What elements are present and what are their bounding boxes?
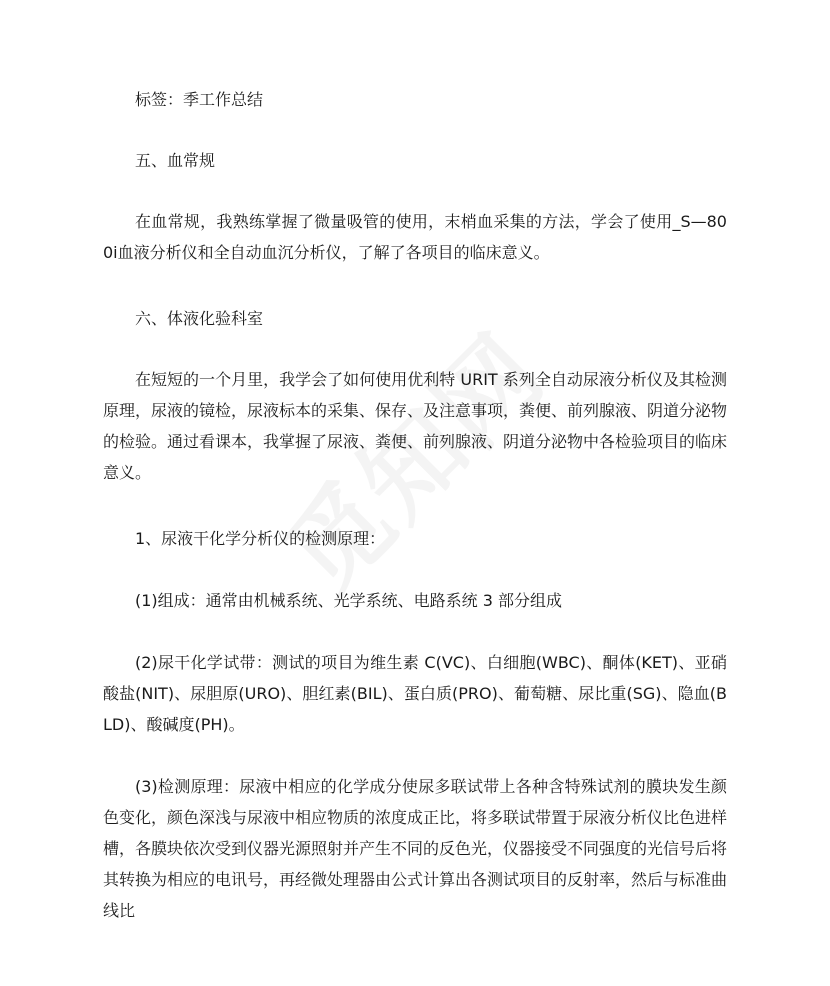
heading-blood-routine: 五、血常规 — [135, 151, 216, 170]
paragraph-composition: (1)组成：通常由机械系统、光学系统、电路系统 3 部分组成 — [135, 591, 563, 610]
paragraph-detection-principle: (3)检测原理：尿液中相应的化学成分使尿多联试带上各种含特殊试剂的膜块发生颜色变化，颜色深浅与尿液中相应物质的浓度成正比，将多联试带置于尿液分析仪比色进样槽，各膜块依次受到仪器光源照射并产生不同的反色光，仪器接受不同强度的光信号后将其转换为相应的电讯号，再经微处理器由公式计算出各测试项目的反射率，然后与标准曲线比 — [103, 777, 728, 920]
section-urine-analyzer-principle: 1、尿液干化学分析仪的检测原理： — [135, 529, 386, 548]
paragraph-blood-routine: 在血常规，我熟练掌握了微量吸管的使用，末梢血采集的方法，学会了使用_S—800i血液分析仪和全自动血沉分析仪，了解了各项目的临床意义。 — [103, 212, 727, 262]
heading-body-fluid-lab: 六、体液化验科室 — [135, 309, 264, 328]
paragraph-one-month: 在短短的一个月里，我学会了如何使用优利特 URIT 系列全自动尿液分析仪及其检测原理，尿液的镜检，尿液标本的采集、保存、及注意事项，粪便、前列腺液、阴道分泌物的检验。通过看课本，我掌握了尿液、粪便、前列腺液、阴道分泌物中各检验项目的临床意义。 — [103, 370, 728, 482]
paragraph-test-strip: (2)尿干化学试带：测试的项目为维生素 C(VC)、白细胞(WBC)、酮体(KET)、亚硝酸盐(NIT)、尿胆原(URO)、胆红素(BIL)、蛋白质(PRO)、葡萄糖、尿比重(SG)、隐血(BLD)、酸碱度(PH)。 — [103, 653, 727, 734]
tag-line: 标签：季工作总结 — [135, 90, 264, 109]
